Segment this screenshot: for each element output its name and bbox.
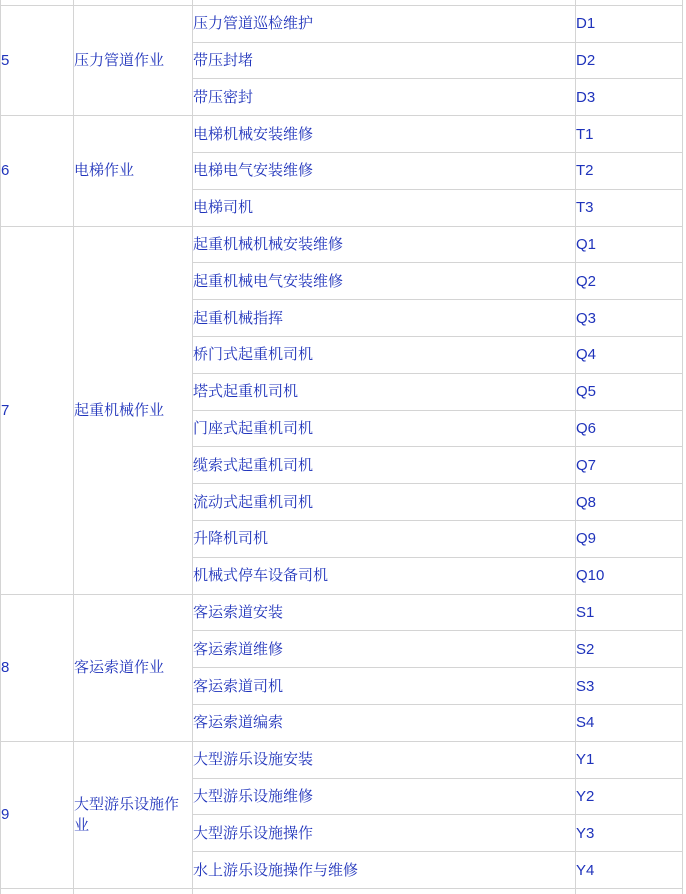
item-code-cell: Q8 bbox=[576, 484, 683, 521]
row-index-cell: 9 bbox=[1, 741, 74, 888]
category-cell: 大型游乐设施作业 bbox=[74, 741, 193, 888]
row-index-cell: 8 bbox=[1, 594, 74, 741]
table-row bbox=[1, 741, 683, 778]
item-name-cell: 门座式起重机司机 bbox=[193, 410, 576, 447]
item-code-cell: Q6 bbox=[576, 410, 683, 447]
item-name-cell: 机械式停车设备司机 bbox=[193, 557, 576, 594]
item-code-cell: Y2 bbox=[576, 778, 683, 815]
item-name-cell: 水上游乐设施操作与维修 bbox=[193, 852, 576, 889]
item-name-cell: 带压密封 bbox=[193, 79, 576, 116]
item-name-cell: 大型游乐设施维修 bbox=[193, 778, 576, 815]
category-cell: 电梯作业 bbox=[74, 116, 193, 226]
category-cell: 起重机械作业 bbox=[74, 226, 193, 594]
item-code-cell: S3 bbox=[576, 668, 683, 705]
row-index-cell bbox=[1, 888, 74, 894]
item-name-cell: 带压封堵 bbox=[193, 42, 576, 79]
item-name-cell: 起重机械指挥 bbox=[193, 300, 576, 337]
item-code-cell: Q10 bbox=[576, 557, 683, 594]
item-code-cell: S4 bbox=[576, 704, 683, 741]
item-code-cell: D2 bbox=[576, 42, 683, 79]
item-code-cell: Q9 bbox=[576, 520, 683, 557]
table-row bbox=[1, 226, 683, 263]
clipped-row-bottom bbox=[1, 888, 683, 894]
item-name-cell: 客运索道安装 bbox=[193, 594, 576, 631]
item-code-cell: D3 bbox=[576, 79, 683, 116]
item-code-cell: T3 bbox=[576, 189, 683, 226]
item-code-cell: Q4 bbox=[576, 336, 683, 373]
item-name-cell: 起重机械电气安装维修 bbox=[193, 263, 576, 300]
item-name-cell: 缆索式起重机司机 bbox=[193, 447, 576, 484]
item-code-cell: D1 bbox=[576, 5, 683, 42]
item-code-cell: S2 bbox=[576, 631, 683, 668]
item-name-cell: 升降机司机 bbox=[193, 520, 576, 557]
item-code-cell: Y1 bbox=[576, 741, 683, 778]
item-code-cell: Q1 bbox=[576, 226, 683, 263]
item-name-cell: 大型游乐设施操作 bbox=[193, 815, 576, 852]
item-name-cell: 客运索道编索 bbox=[193, 704, 576, 741]
category-cell: 客运索道作业 bbox=[74, 594, 193, 741]
item-name-cell: 压力管道巡检维护 bbox=[193, 5, 576, 42]
row-index-cell: 7 bbox=[1, 226, 74, 594]
row-index-cell: 6 bbox=[1, 116, 74, 226]
item-code-cell: T2 bbox=[576, 152, 683, 189]
item-name-cell: 客运索道司机 bbox=[193, 668, 576, 705]
item-name-cell: 客运索道维修 bbox=[193, 631, 576, 668]
item-name-cell: 起重机械机械安装维修 bbox=[193, 226, 576, 263]
item-name-cell: 塔式起重机司机 bbox=[193, 373, 576, 410]
item-name-cell: 桥门式起重机司机 bbox=[193, 336, 576, 373]
item-code-cell: S1 bbox=[576, 594, 683, 631]
item-code-cell: Q2 bbox=[576, 263, 683, 300]
item-name-cell bbox=[193, 888, 576, 894]
item-code-cell: T1 bbox=[576, 116, 683, 153]
table-body bbox=[1, 0, 683, 894]
table-row bbox=[1, 5, 683, 42]
item-code-cell: Y4 bbox=[576, 852, 683, 889]
item-code-cell: Q3 bbox=[576, 300, 683, 337]
item-name-cell: 电梯电气安装维修 bbox=[193, 152, 576, 189]
table-row bbox=[1, 594, 683, 631]
item-code-cell bbox=[576, 888, 683, 894]
item-name-cell: 电梯机械安装维修 bbox=[193, 116, 576, 153]
item-name-cell: 电梯司机 bbox=[193, 189, 576, 226]
item-name-cell: 流动式起重机司机 bbox=[193, 484, 576, 521]
item-code-cell: Y3 bbox=[576, 815, 683, 852]
table-row bbox=[1, 116, 683, 153]
category-cell bbox=[74, 888, 193, 894]
item-name-cell: 大型游乐设施安装 bbox=[193, 741, 576, 778]
category-cell: 压力管道作业 bbox=[74, 5, 193, 115]
item-code-cell: Q7 bbox=[576, 447, 683, 484]
item-code-cell: Q5 bbox=[576, 373, 683, 410]
row-index-cell: 5 bbox=[1, 5, 74, 115]
